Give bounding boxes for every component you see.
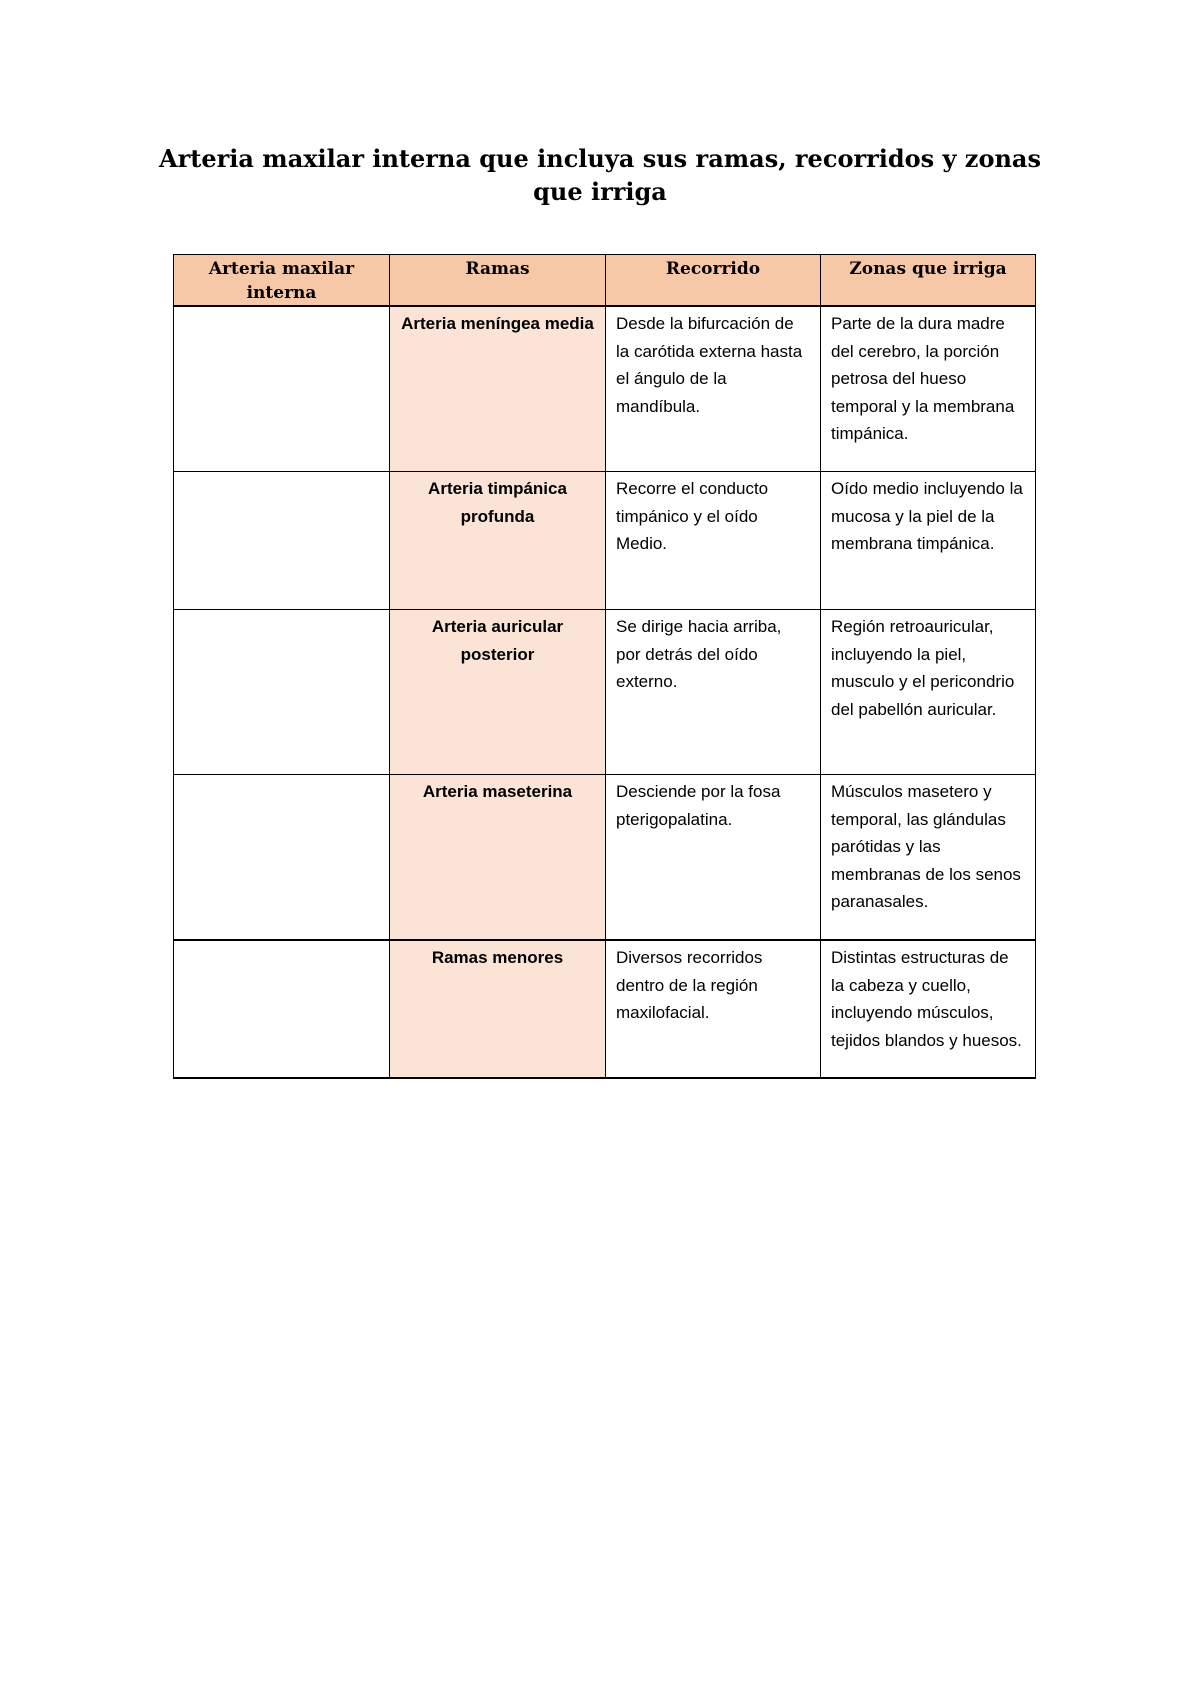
table-row [174, 610, 1036, 775]
table-header-row [174, 255, 1036, 307]
route-cell: Diversos recorridos dentro de la región maxilofacial. [606, 940, 821, 1078]
artery-cell [174, 775, 390, 941]
table-row [174, 472, 1036, 610]
artery-table [173, 254, 1036, 1079]
zones-cell: Parte de la dura madre del cerebro, la porción petrosa del hueso temporal y la membrana timpánica. [821, 306, 1036, 472]
table-row [174, 775, 1036, 941]
zones-cell: Oído medio incluyendo la mucosa y la piel de la membrana timpánica. [821, 472, 1036, 610]
header-artery: Arteria maxilar interna [174, 255, 390, 307]
zones-cell: Región retroauricular, incluyendo la piel, musculo y el pericondrio del pabellón auricular. [821, 610, 1036, 775]
header-zones: Zonas que irriga [821, 255, 1036, 307]
zones-cell: Músculos masetero y temporal, las glándulas parótidas y las membranas de los senos paranasales. [821, 775, 1036, 941]
table-row [174, 306, 1036, 472]
route-cell: Desciende por la fosa pterigopalatina. [606, 775, 821, 941]
table-row [174, 940, 1036, 1078]
route-cell: Se dirige hacia arriba, por detrás del oído externo. [606, 610, 821, 775]
route-cell: Recorre el conducto timpánico y el oído Medio. [606, 472, 821, 610]
branch-cell: Arteria maseterina [390, 775, 606, 941]
header-route: Recorrido [606, 255, 821, 307]
branch-cell: Ramas menores [390, 940, 606, 1078]
zones-cell: Distintas estructuras de la cabeza y cuello, incluyendo músculos, tejidos blandos y huesos. [821, 940, 1036, 1078]
artery-cell [174, 306, 390, 472]
artery-cell [174, 610, 390, 775]
branch-cell: Arteria meníngea media [390, 306, 606, 472]
route-cell: Desde la bifurcación de la carótida externa hasta el ángulo de la mandíbula. [606, 306, 821, 472]
branch-cell: Arteria auricular posterior [390, 610, 606, 775]
document-title: Arteria maxilar interna que incluya sus ramas, recorridos y zonas que irriga [159, 144, 1041, 206]
artery-cell [174, 940, 390, 1078]
branch-cell: Arteria timpánica profunda [390, 472, 606, 610]
artery-cell [174, 472, 390, 610]
header-branches: Ramas [390, 255, 606, 307]
